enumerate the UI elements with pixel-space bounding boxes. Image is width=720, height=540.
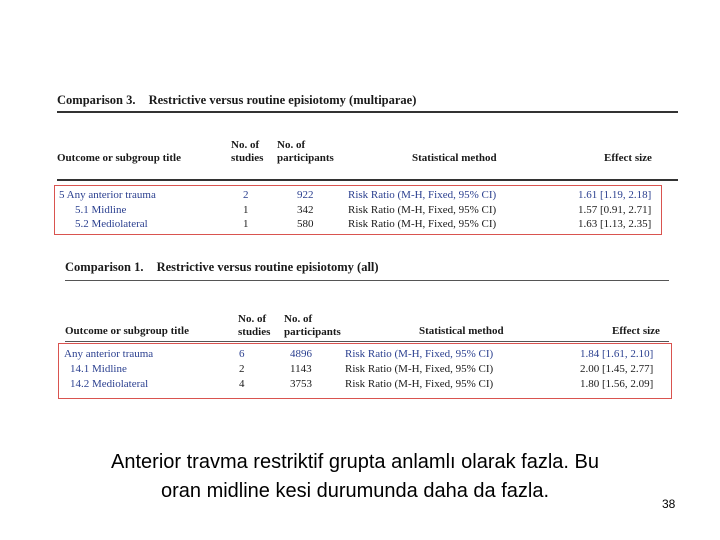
row-studies: 6 (239, 348, 245, 360)
table1-header-outcome: Outcome or subgroup title (57, 152, 181, 164)
row-participants: 342 (297, 204, 314, 216)
row-title: 14.1 Midline (70, 363, 127, 375)
row-effect: 1.84 [1.61, 2.10] (580, 348, 654, 360)
caption-line-2: oran midline kesi durumunda daha da fazla. (160, 480, 550, 502)
row-title: Any anterior trauma (64, 348, 154, 360)
table-row (65, 362, 665, 376)
row-effect: 1.61 [1.19, 2.18] (578, 189, 652, 201)
row-effect: 1.63 [1.13, 2.35] (578, 218, 652, 230)
slide-caption (30, 448, 680, 506)
table2-comparison-label: Comparison 1. (65, 260, 144, 274)
row-effect: 1.80 [1.56, 2.09] (580, 378, 654, 390)
row-title: 5 Any anterior trauma (59, 189, 156, 201)
table2-header-method: Statistical method (419, 325, 504, 337)
row-effect: 2.00 [1.45, 2.77] (580, 363, 654, 375)
table2-title (65, 260, 379, 275)
row-method: Risk Ratio (M-H, Fixed, 95% CI) (348, 204, 497, 216)
table-row (65, 377, 665, 391)
row-effect: 1.57 [0.91, 2.71] (578, 204, 652, 216)
row-method: Risk Ratio (M-H, Fixed, 95% CI) (345, 378, 494, 390)
table-row (57, 203, 662, 217)
table2-header-effect: Effect size (612, 325, 660, 337)
table-row (57, 188, 662, 202)
row-studies: 2 (243, 189, 249, 201)
row-participants: 3753 (290, 378, 312, 390)
table1-comparison-label: Comparison 3. (57, 93, 136, 107)
table2-header-participants: No. of participants (284, 313, 341, 338)
row-title: 14.2 Mediolateral (70, 378, 149, 390)
row-participants: 580 (297, 218, 314, 230)
row-participants: 922 (297, 189, 314, 201)
table-row (57, 217, 662, 231)
row-method: Risk Ratio (M-H, Fixed, 95% CI) (348, 189, 497, 201)
caption-line-1: Anterior travma restriktif grupta anlamlı olarak fazla. Bu (111, 451, 599, 473)
row-method: Risk Ratio (M-H, Fixed, 95% CI) (345, 348, 494, 360)
row-participants: 4896 (290, 348, 312, 360)
table2-header-studies: No. of studies (238, 313, 271, 338)
row-participants: 1143 (290, 363, 312, 375)
table2-top-rule (65, 280, 669, 281)
row-studies: 1 (243, 218, 249, 230)
row-studies: 1 (243, 204, 249, 216)
table2-header-rule (65, 341, 669, 342)
row-title: 5.1 Midline (75, 204, 127, 216)
table2-comparison-title: Restrictive versus routine episiotomy (all) (156, 260, 379, 274)
table1-title (57, 93, 416, 108)
table1-top-rule (57, 111, 678, 113)
table1-comparison-title: Restrictive versus routine episiotomy (multiparae) (148, 93, 417, 107)
row-studies: 2 (239, 363, 245, 375)
table1-header-participants: No. of participants (277, 139, 334, 164)
table1-header-studies: No. of studies (231, 139, 264, 164)
row-studies: 4 (239, 378, 245, 390)
table1-header-method: Statistical method (412, 152, 497, 164)
row-method: Risk Ratio (M-H, Fixed, 95% CI) (345, 363, 494, 375)
row-method: Risk Ratio (M-H, Fixed, 95% CI) (348, 218, 497, 230)
row-title: 5.2 Mediolateral (75, 218, 148, 230)
page-number: 38 (662, 497, 676, 511)
table1-header-rule (57, 179, 678, 181)
table1-header-effect: Effect size (604, 152, 652, 164)
table-row (65, 347, 665, 361)
table2-header-outcome: Outcome or subgroup title (65, 325, 189, 337)
